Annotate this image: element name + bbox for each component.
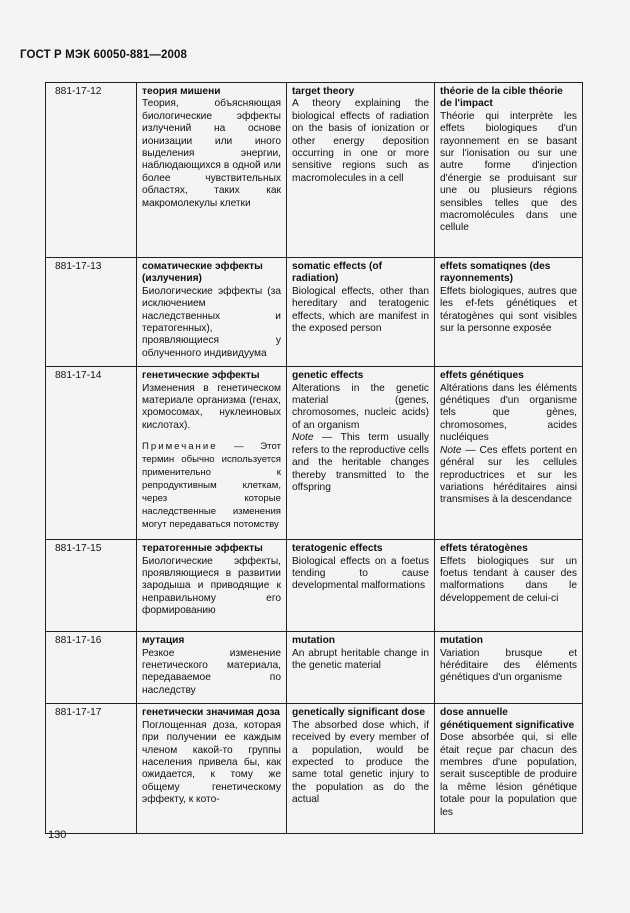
ru-definition: Изменения в генетическом материале организма (генах, хромосомах, нуклеиновых кислотах).	[142, 382, 281, 431]
en-term: genetic effects	[292, 370, 364, 382]
en-cell	[287, 632, 435, 704]
fr-definition-text: Altérations dans les éléments génétiques d'un organisme tels que gènes, chromosomes, acides nucléiques	[440, 382, 577, 444]
en-term: mutation	[292, 635, 336, 647]
entry-code: 881-17-14	[46, 367, 137, 540]
en-term: target theory	[292, 86, 355, 97]
table-row	[46, 258, 583, 367]
standard-header: ГОСТ Р МЭК 60050-881—2008	[20, 49, 187, 61]
fr-cell	[435, 367, 583, 540]
fr-cell	[435, 704, 583, 834]
fr-cell	[435, 83, 583, 258]
en-definition: Biological effects on a foetus tending to cause developmental malformations	[292, 555, 429, 592]
ru-definition: Теория, объясняющая биологические эффекты излучений на основе ионизации или иного выделения энергии, наблюдающихся в одной или более чувствительных областях, таких как макромолекулы клетки	[142, 98, 281, 209]
ru-term: генетические эффекты	[142, 370, 260, 382]
ru-note-label: Примечание	[142, 441, 218, 453]
fr-definition: Théorie qui interprète les effets biologiques d'un rayonnement en se basant sur l'ionisation ou sur une autre forme d'injection d'énergie se produisant sur une ou plusieurs régions sensibles telles que des macromolécules dans une cellule	[440, 110, 577, 234]
fr-term: effets somatiqnes (des rayonnements)	[440, 261, 551, 285]
fr-definition	[440, 383, 577, 507]
table-row	[46, 632, 583, 704]
en-note-label: Note	[292, 432, 314, 444]
entry-code: 881-17-12	[46, 83, 137, 258]
entry-code: 881-17-13	[46, 258, 137, 367]
ru-term: мутация	[142, 635, 185, 647]
ru-definition: Биологические эффекты (за исключением наследственных и тератогенных), проявляющиеся у облученного индивидуума	[142, 285, 281, 359]
ru-cell	[137, 632, 287, 704]
en-cell	[287, 367, 435, 540]
ru-definition: Биологические эффекты, проявляющиеся в развитии зародыша и приводящие к неправильному его формированию	[142, 555, 281, 617]
fr-note-text: — Ces effets portent en général sur les cellules reproductrices et sur les variations héréditaires ainsi transmises à la descendance	[440, 444, 577, 506]
fr-cell	[435, 258, 583, 367]
en-definition-text: Alterations in the genetic material (genes, chromosomes, nucleic acids) of an organism	[292, 382, 429, 431]
table-row	[46, 704, 583, 834]
entry-code: 881-17-16	[46, 632, 137, 704]
ru-term: тератогенные эффекты	[142, 543, 263, 555]
en-cell	[287, 258, 435, 367]
en-cell	[287, 540, 435, 632]
fr-term: effets génétiques	[440, 370, 524, 382]
en-cell	[287, 83, 435, 258]
en-definition: An abrupt heritable change in the genetic material	[292, 647, 429, 672]
fr-cell-content	[440, 707, 577, 827]
ru-definition: Поглощенная доза, которая при получении ее каждым членом какой-то группы населения привела бы, как ожидается, к тому же общему генетическому эффекту, к кото-	[142, 719, 281, 806]
ru-cell-content	[142, 707, 281, 827]
fr-term: effets tératogènes	[440, 543, 528, 555]
table-row	[46, 367, 583, 540]
fr-term: mutation	[440, 635, 484, 647]
ru-note-text: — Этот термин обычно используется применительно к репродуктивным клеткам, через которые наследственные изменения могут передаваться потомству	[142, 441, 281, 531]
fr-term: dose annuelle génétiquement significative	[440, 707, 575, 731]
ru-cell	[137, 258, 287, 367]
fr-cell	[435, 632, 583, 704]
page-number: 130	[48, 829, 67, 841]
en-definition: A theory explaining the biological effects of radiation on the basis of ionization or other energy deposition occurring in one or more sensitive regions such as macromolecules in a cell	[292, 98, 429, 184]
en-definition: The absorbed dose which, if received by every member of a population, would be expected to produce the same total genetic injury to the population as do the actual	[292, 719, 429, 806]
ru-note	[142, 440, 281, 531]
fr-note-label: Note	[440, 444, 462, 456]
ru-definition: Резкое изменение генетического материала, передаваемое по наследству	[142, 647, 281, 696]
fr-cell	[435, 540, 583, 632]
entry-code: 881-17-15	[46, 540, 137, 632]
fr-definition: Effets biologiques, autres que les ef-fets génétiques et tératogènes qui sont visibles sur la personne exposée	[440, 285, 577, 335]
ru-term: соматические эффекты (излучения)	[142, 261, 263, 285]
en-term: genetically significant dose	[292, 707, 426, 719]
terms-table	[45, 82, 583, 834]
fr-definition: Effets biologiques sur un foetus tendant à causer des malformations dans le développement de celui-ci	[440, 555, 577, 604]
en-cell	[287, 704, 435, 834]
ru-cell	[137, 540, 287, 632]
en-cell-content	[292, 707, 429, 827]
en-definition: Biological effects, other than hereditary and teratogenic effects, which are manifest in the exposed person	[292, 285, 429, 335]
entry-code-text: 881-17-17	[55, 707, 102, 719]
ru-cell	[137, 704, 287, 834]
en-term: teratogenic effects	[292, 543, 383, 555]
fr-term: théorie de la cible théorie de l'impact	[440, 86, 563, 110]
fr-definition: Dose absorbée qui, si elle était reçue par chacun des membres d'une population, serait susceptible de produire la même lésion génétique totale pour la population que les	[440, 732, 577, 818]
en-definition	[292, 383, 429, 495]
table-row	[46, 83, 583, 258]
ru-cell	[137, 83, 287, 258]
table-row	[46, 540, 583, 632]
ru-term: теория мишени	[142, 86, 221, 97]
entry-code	[46, 704, 137, 834]
en-note-text: — This term usually refers to the reproductive cells and the heritable changes thereby transmitted to the offspring	[292, 432, 429, 493]
ru-term: генетически значимая доза	[142, 707, 280, 719]
en-term: somatic effects (of radiation)	[292, 261, 383, 285]
fr-definition: Variation brusque et héréditaire des éléments génétiques d'un organisme	[440, 647, 577, 684]
ru-cell	[137, 367, 287, 540]
